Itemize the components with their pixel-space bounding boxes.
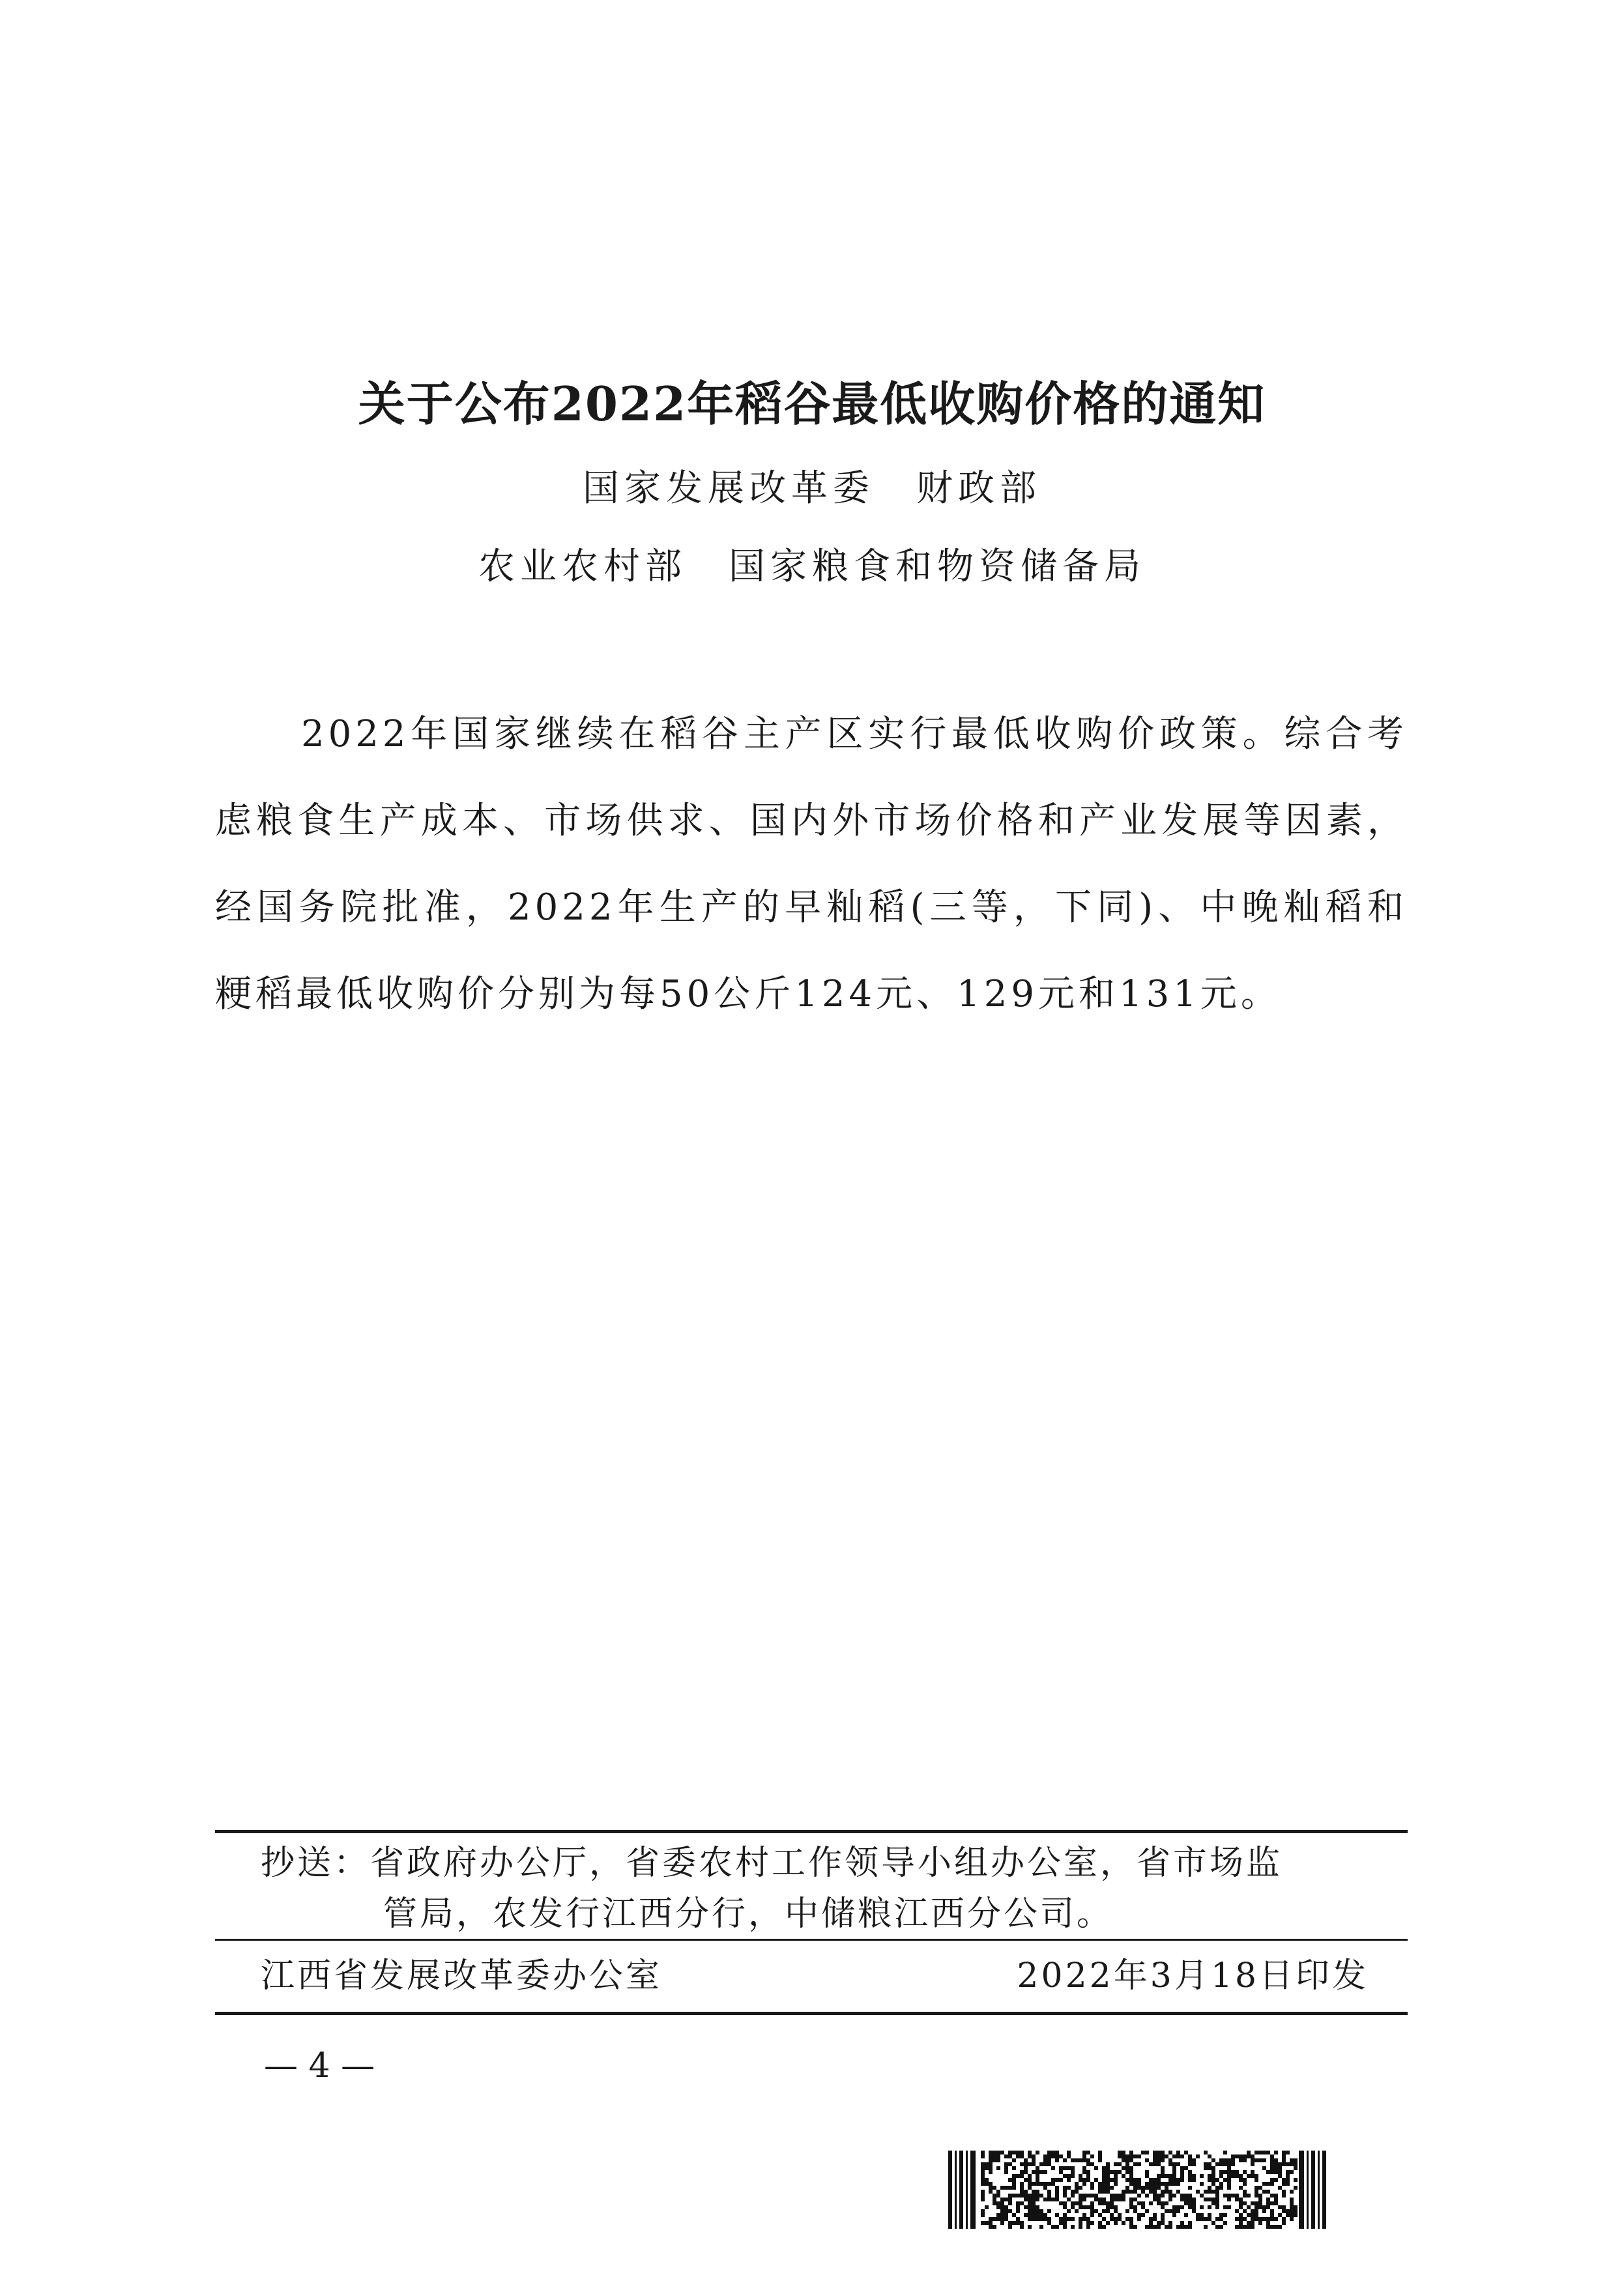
cc-label: 抄送： xyxy=(261,1844,371,1883)
footer-middle-rule xyxy=(215,1939,1408,1941)
body-paragraph: 2022年国家继续在稻谷主产区实行最低收购价政策。综合考虑粮食生产成本、市场供求、国内外市场价格和产业发展等因素，经国务院批准，2022年生产的早籼稻(三等，下同)、中晚籼稻和粳稻最低收购价分别为每50公斤124元、129元和131元。 xyxy=(215,713,1408,1015)
issuing-office: 江西省发展改革委办公室 xyxy=(261,1956,663,1995)
issuers-line-2: 农业农村部 国家粮食和物资储备局 xyxy=(478,545,1146,588)
cc-block xyxy=(261,1838,1408,1939)
cc-recipients-line-2: 管局，农发行江西分行，中储粮江西分公司。 xyxy=(383,1894,1114,1934)
footer-top-rule xyxy=(215,1830,1408,1833)
issuance-row xyxy=(261,1950,1369,2002)
cc-recipients-line-1: 省政府办公厅，省委农村工作领导小组办公室，省市场监 xyxy=(370,1844,1283,1883)
page-number: — 4 — xyxy=(264,2046,375,2085)
document-title: 关于公布2022年稻谷最低收购价格的通知 xyxy=(358,376,1266,431)
print-date: 2022年3月18日印发 xyxy=(1017,1956,1369,1995)
footer-bottom-rule xyxy=(215,2012,1408,2015)
barcode-icon xyxy=(948,2151,1326,2229)
issuers-line-1: 国家发展改革委 财政部 xyxy=(583,467,1041,510)
